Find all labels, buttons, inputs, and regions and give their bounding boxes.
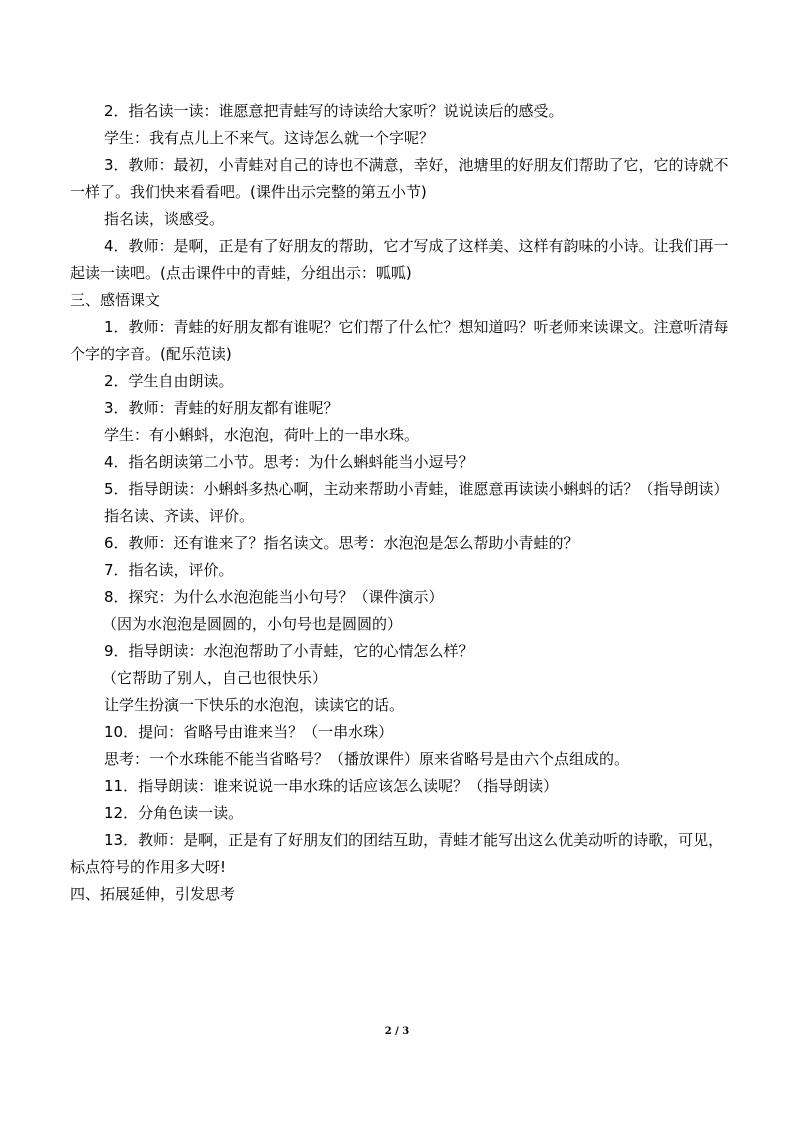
paragraph: 6．教师：还有谁来了？指名读文。思考：水泡泡是怎么帮助小青蛙的？ xyxy=(104,534,579,552)
paragraph: 9．指导朗读：水泡泡帮助了小青蛙，它的心情怎么样？ xyxy=(104,642,474,660)
paragraph: 8．探究：为什么水泡泡能当小句号？（课件演示） xyxy=(104,588,444,606)
paragraph: 指名读、齐读、评价。 xyxy=(104,507,255,525)
page-body xyxy=(70,98,730,908)
paragraph: 7．指名读，评价。 xyxy=(104,561,234,579)
paragraph: 4．指名朗读第二小节。思考：为什么蝌蚪能当小逗号？ xyxy=(104,453,474,471)
paragraph: 5．指导朗读：小蝌蚪多热心啊，主动来帮助小青蛙，谁愿意再读读小蝌蚪的话？（指导朗读） xyxy=(104,480,729,498)
section-heading: 四、拓展延伸，引发思考 xyxy=(70,885,236,903)
paragraph: 思考：一个水珠能不能当省略号？（播放课件）原来省略号是由六个点组成的。 xyxy=(104,750,630,768)
paragraph: 3．教师：最初，小青蛙对自己的诗也不满意，幸好，池塘里的好朋友们帮助了它，它的诗就不一样了。我们快来看看吧。(课件出示完整的第五小节) xyxy=(70,156,729,201)
paragraph: 2．指名读一读：谁愿意把青蛙写的诗读给大家听？说说读后的感受。 xyxy=(104,102,564,120)
paragraph: 指名读，谈感受。 xyxy=(104,210,225,228)
page-number: 2 / 3 xyxy=(384,1026,410,1037)
section-heading: 三、感悟课文 xyxy=(70,291,161,309)
paragraph: 让学生扮演一下快乐的水泡泡，读读它的话。 xyxy=(104,696,405,714)
paragraph: 3．教师：青蛙的好朋友都有谁呢？ xyxy=(104,399,339,417)
paragraph: 12．分角色读一读。 xyxy=(104,804,244,822)
paragraph: 学生：我有点儿上不来气。这诗怎么就一个字呢？ xyxy=(104,129,435,147)
paragraph: 1．教师：青蛙的好朋友都有谁呢？它们帮了什么忙？想知道吗？听老师来读课文。注意听清每个字的字音。(配乐范读) xyxy=(70,318,729,363)
paragraph: （它帮助了别人，自己也很快乐） xyxy=(102,669,328,687)
paragraph: 学生：有小蝌蚪，水泡泡，荷叶上的一串水珠。 xyxy=(104,426,420,444)
paragraph: 10．提问：省略号由谁来当？（一串水珠） xyxy=(104,723,394,741)
paragraph: 11．指导朗读：谁来说说一串水珠的话应该怎么读呢？（指导朗读） xyxy=(104,777,559,795)
paragraph: 13．教师：是啊，正是有了好朋友们的团结互助，青蛙才能写出这么优美动听的诗歌，可见，标点符号的作用多大呀! xyxy=(70,831,724,876)
paragraph: 4．教师：是啊，正是有了好朋友的帮助，它才写成了这样美、这样有韵味的小诗。让我们再一起读一读吧。(点击课件中的青蛙，分组出示：呱呱) xyxy=(70,237,729,282)
paragraph: 2．学生自由朗读。 xyxy=(104,372,234,390)
paragraph: （因为水泡泡是圆圆的，小句号也是圆圆的） xyxy=(102,615,403,633)
